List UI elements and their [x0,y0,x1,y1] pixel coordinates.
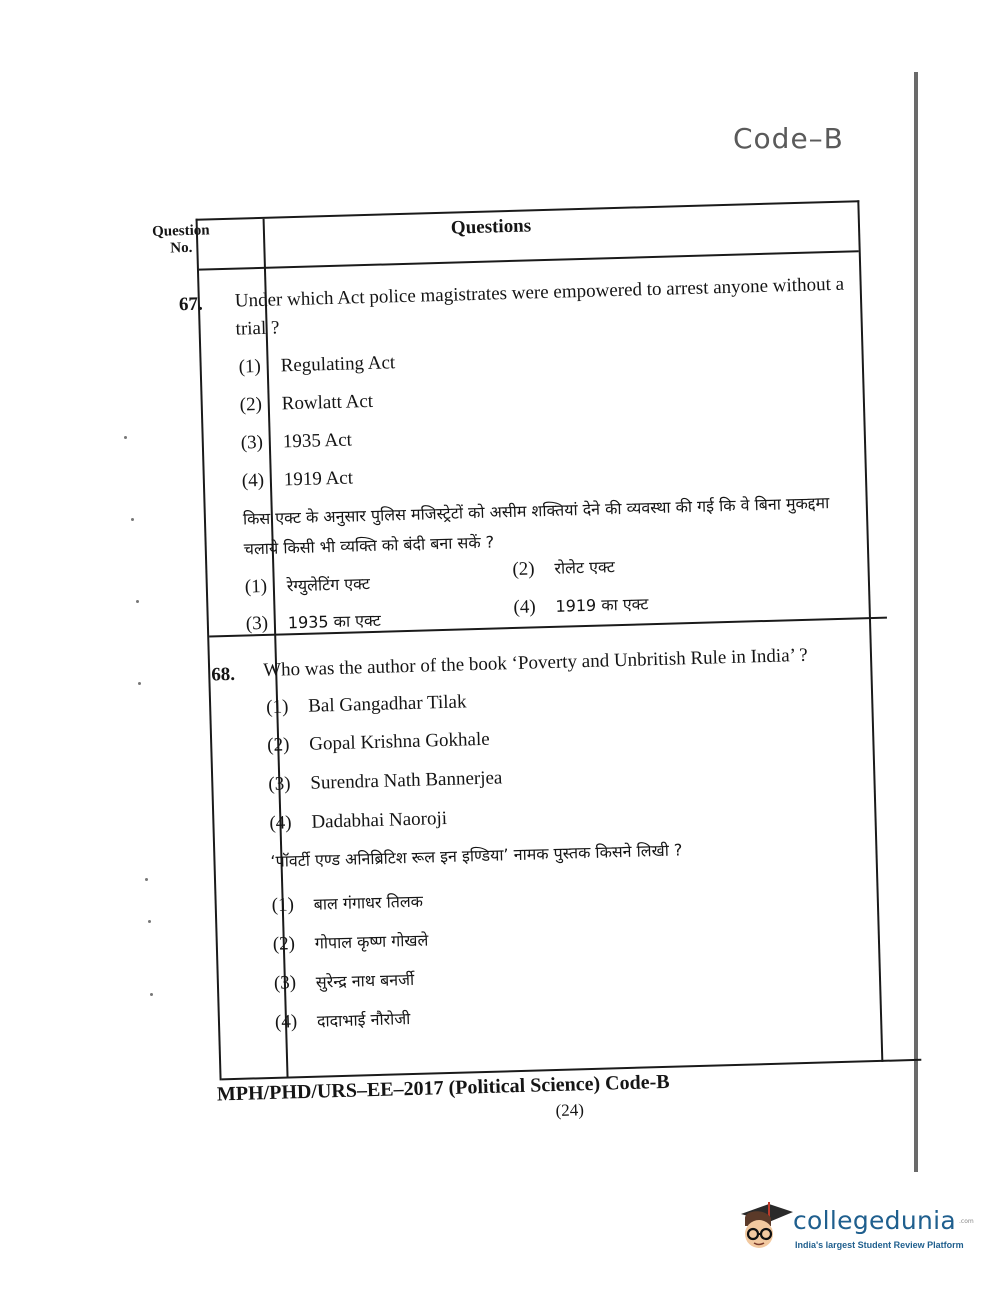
option-number: (2) [266,734,290,756]
scan-speck [131,518,134,521]
question-number: 68. [210,663,236,686]
page-edge-shadow [914,72,918,1172]
option [239,391,373,417]
watermark-domain: .com [959,1218,974,1225]
option-number: (1) [271,894,295,916]
option-text: बाल गंगाधर तिलक [313,891,424,914]
option-number: (1) [265,696,289,718]
option-number: (3) [240,431,264,454]
question-sheet [150,180,904,1121]
collegedunia-watermark [735,1196,974,1260]
option-number: (3) [268,773,291,795]
option-text: सुरेन्द्र नाथ बनर्जी [315,969,415,992]
question-text-hi: किस एक्ट के अनुसार पुलिस मजिस्ट्रेटों को असीम शक्तियां देने की व्यवस्था की गई कि वे बिना मुकद्दमा [242,493,830,529]
scan-speck [148,920,151,923]
scan-speck [150,993,153,996]
option-number: (2) [512,558,535,581]
option-number: (2) [239,393,263,416]
scan-speck [138,682,141,685]
option-text: रोलेट एक्ट [554,557,616,578]
option-number: (3) [273,972,297,994]
option-text: 1919 का एक्ट [555,594,649,616]
option-text: रेग्युलेटिंग एक्ट [286,574,371,596]
watermark-tagline: India's largest Student Review Platform [795,1240,964,1250]
option-text: Rowlatt Act [281,390,374,415]
option-number: (4) [241,469,265,492]
option-text: 1935 Act [282,429,353,453]
option [242,467,354,492]
header-divider [199,250,859,270]
option-hi [272,926,428,960]
option-number: (4) [269,812,292,834]
option-number: (1) [238,355,262,378]
option [238,352,395,378]
option-number: (4) [513,596,536,619]
option-hi [271,887,423,921]
footer-exam-code: MPH/PHD/URS–EE–2017 (Political Science) Code-B [216,1070,670,1106]
page-number: (24) [555,1100,585,1121]
option-hi [244,569,370,602]
option [241,429,353,454]
question-text-en: Under which Act police magistrates were empowered to arrest anyone without a trial ? [234,273,845,340]
option-text: 1919 Act [283,467,354,491]
scan-speck [124,436,127,439]
option-hi [274,965,415,999]
question-text-hi: ‘पॉवर्टी एण्ड अनिब्रिटिश रूल इन इण्डिया’ नामक पुस्तक किसने लिखी ? [270,840,683,871]
option-text: Regulating Act [280,352,396,377]
option-text: 1935 का एक्ट [287,610,382,633]
scan-speck [136,600,139,603]
option-number: (4) [274,1011,298,1033]
option-text: गोपाल कृष्ण गोखले [314,930,429,953]
option-hi [275,1004,411,1038]
question-number: 67. [178,293,203,316]
question-text-hi: चलाये किसी भी व्यक्ति को बंदी बना सकें ? [243,532,495,559]
option-hi [245,606,381,640]
option-hi [512,552,615,585]
option-text: Surendra Nath Bannerjea [310,767,503,794]
question-text-en: Who was the author of the book ‘Poverty and Unbritish Rule in India’ ? [262,644,808,682]
option-text: Bal Gangadhar Tilak [307,691,467,717]
questions-header: Questions [450,215,532,239]
scan-speck [145,878,148,881]
option-text: Gopal Krishna Gokhale [308,728,490,755]
option-hi [513,589,649,623]
code-header: Code–B [733,122,844,155]
watermark-name: collegedunia [793,1206,956,1235]
mascot-icon [735,1196,795,1256]
option-number: (2) [272,933,296,955]
option-text: दादाभाई नौरोजी [316,1009,411,1031]
option-number: (3) [245,612,269,635]
option-text: Dadabhai Naoroji [311,807,448,833]
option-number: (1) [244,575,268,598]
question-no-header: Question No. [151,222,210,257]
